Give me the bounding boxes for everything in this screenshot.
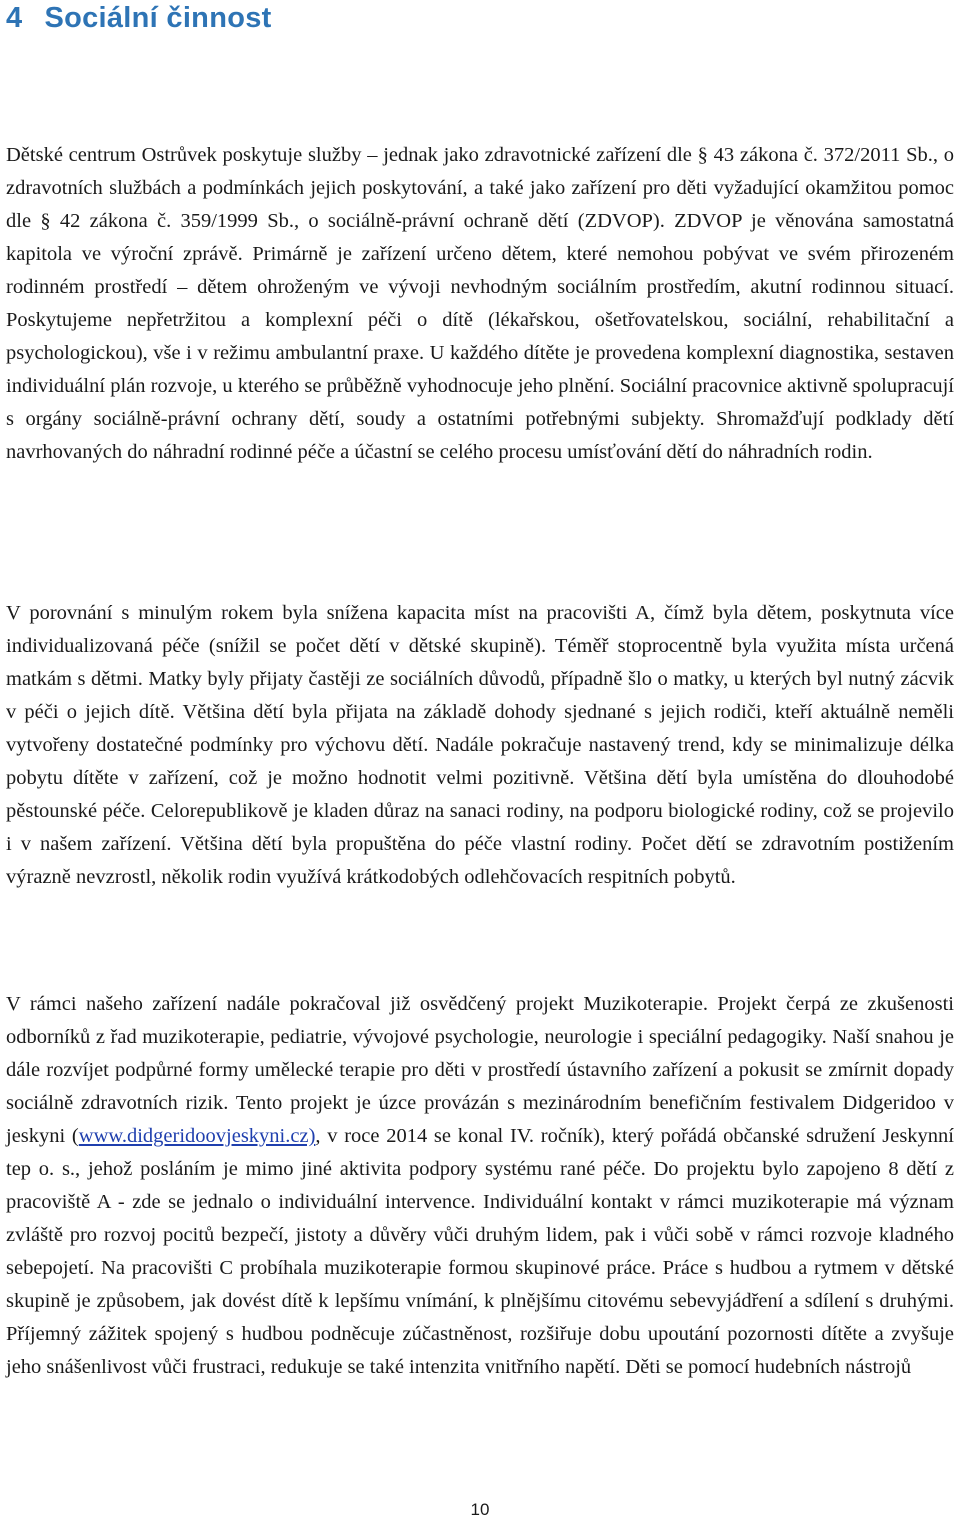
section-number: 4 bbox=[6, 2, 23, 34]
section-heading bbox=[6, 2, 272, 35]
paragraph-music-therapy bbox=[6, 988, 954, 1384]
page-number: 10 bbox=[470, 1500, 490, 1519]
paragraph-capacity: V porovnání s minulým rokem byla snížena kapacita míst na pracovišti A, čímž byla dětem, poskytnuta více individualizovaná péče (snížil se počet dětí v dětské skupině). Téměř stoprocentně byla využita místa určená matkám s dětmi. Matky byly přijaty častěji ze sociálních důvodů, případně šlo o matky, u kterých byl nutný zácvik v péči o jejich dítě. Většina dětí byla přijata na základě dohody sjednané s jejich rodiči, kteří aktuálně neměli vytvořeny dostatečné podmínky pro výchovu dětí. Nadále pokračuje nastavený trend, kdy se minimalizuje délka pobytu dítěte v zařízení, což je možno hodnotit velmi pozitivně. Většina dětí byla umístěna do dlouhodobé pěstounské péče. Celorepublikově je kladen důraz na sanaci rodiny, na podporu biologické rodiny, což se projevilo i v našem zařízení. Většina dětí byla propuštěna do péče vlastní rodiny. Počet dětí se zdravotním postižením výrazně nevzrostl, několik rodin využívá krátkodobých odlehčovacích respitních pobytů. bbox=[6, 602, 954, 888]
paragraph-music-therapy-part2: , v roce 2014 se konal IV. ročník), který pořádá občanské sdružení Jeskynní tep o. s., jehož posláním je mimo jiné aktivita podpory systému rané péče. Do projektu bylo zapojeno 8 dětí z pracoviště A - zde se jednalo o individuální intervence. Individuální kontakt v rámci muzikoterapie má význam zvláště pro rozvoj pocitů bezpečí, jistoty a důvěry vůči druhým lidem, pak i vůči sobě v rámci rozvoje kladného sebepojetí. Na pracovišti C probíhala muzikoterapie formou skupinové práce. Práce s hudbou a rytmem v dětské skupině je způsobem, jak dovést dítě k lepšímu vnímání, k plnějšímu citovému sebevyjádření a sdílení s druhými. Příjemný zážitek spojený s hudbou podněcuje zúčastněnost, rozšiřuje dobu upoutání pozornosti dítěte a zvyšuje jeho snášenlivost vůči frustraci, redukuje se také intenzita vnitřního napětí. Děti se pomocí hudebních nástrojů bbox=[6, 1125, 955, 1378]
paragraph-music-therapy-part1: V rámci našeho zařízení nadále pokračoval již osvědčený projekt Muzikoterapie. Projekt čerpá ze zkušenosti odborníků z řad muzikoterapie, pediatrie, vývojové psychologie, neurologie i speciální pedagogiky. Naší snahou je dále rozvíjet podpůrné formy umělecké terapie pro děti v prostředí ústavního zařízení a pokusit se zmírnit dopady sociálně zdravotních rizik. Tento projekt je úzce provázán s mezinárodním benefičním festivalem Didgeridoo v jeskyni ( bbox=[6, 993, 954, 1147]
section-title: Sociální činnost bbox=[44, 2, 272, 34]
festival-website-link[interactable]: www.didgeridoovjeskyni.cz) bbox=[78, 1125, 316, 1147]
paragraph-services: Dětské centrum Ostrůvek poskytuje služby – jednak jako zdravotnické zařízení dle § 43 zákona č. 372/2011 Sb., o zdravotních službách a podmínkách jejich poskytování, a také jako zařízení pro děti vyžadující okamžitou pomoc dle § 42 zákona č. 359/1999 Sb., o sociálně-právní ochraně dětí (ZDVOP). ZDVOP je věnována samostatná kapitola ve výroční zprávě. Primárně je zařízení určeno dětem, které nemohou pobývat ve svém přirozeném rodinném prostředí – dětem ohroženým ve vývoji nevhodným sociálním prostředím, akutní rodinnou situací. Poskytujeme nepřetržitou a komplexní péči o dítě (lékařskou, ošetřovatelskou, sociální, rehabilitační a psychologickou), vše i v režimu ambulantní praxe. U každého dítěte je provedena komplexní diagnostika, sestaven individuální plán rozvoje, u kterého se průběžně vyhodnocuje jeho plnění. Sociální pracovnice aktivně spolupracují s orgány sociálně-právní ochrany dětí, soudy a ostatními potřebnými subjekty. Shromažďují podklady dětí navrhovaných do náhradní rodinné péče a účastní se celého procesu umísťování dětí do náhradních rodin. bbox=[6, 144, 954, 463]
